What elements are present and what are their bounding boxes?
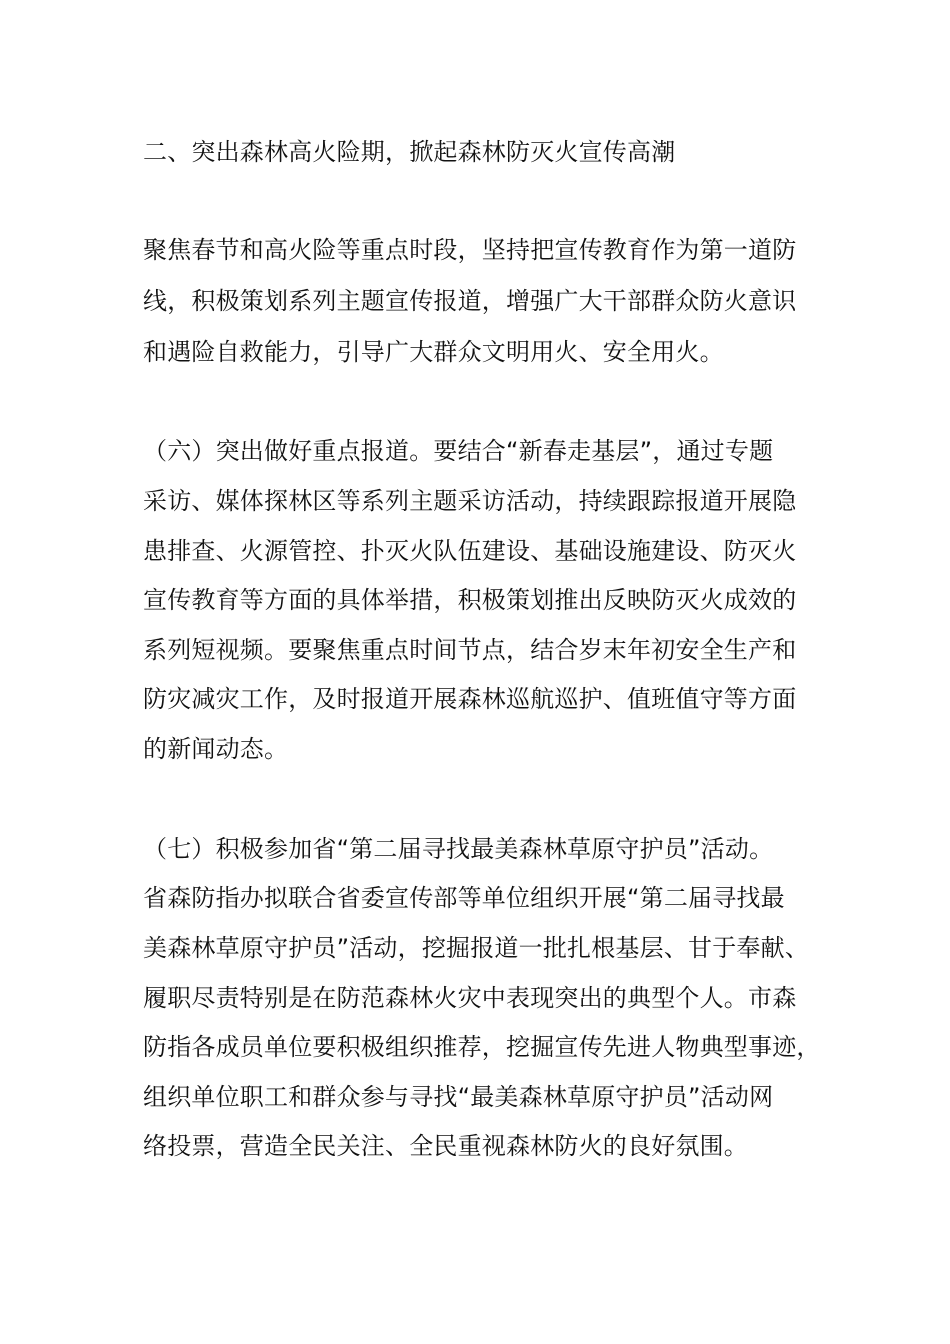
text-line: 系列短视频。要聚焦重点时间节点，结合岁末年初安全生产和 <box>143 636 797 664</box>
text-line: 络投票，营造全民关注、全民重视森林防火的良好氛围。 <box>143 1132 748 1160</box>
text-line: 宣传教育等方面的具体举措，积极策划推出反映防灭火成效的 <box>143 586 797 614</box>
text-line: 的新闻动态。 <box>143 735 289 763</box>
text-line: 履职尽责特别是在防范森林火灾中表现突出的典型个人。市森 <box>143 984 797 1012</box>
text-line: 美森林草原守护员”活动，挖掘报道一批扎根基层、甘于奉献、 <box>143 934 810 962</box>
text-line: 防指各成员单位要积极组织推荐，挖掘宣传先进人物典型事迹， <box>143 1033 821 1061</box>
section-heading: 二、突出森林高火险期，掀起森林防灭火宣传高潮 <box>143 138 676 166</box>
text-line: 聚焦春节和高火险等重点时段，坚持把宣传教育作为第一道防 <box>143 236 797 264</box>
text-line: （七）积极参加省“第二届寻找最美森林草原守护员”活动。 <box>143 835 774 863</box>
text-line: 患排查、火源管控、扑灭火队伍建设、基础设施建设、防灭火 <box>143 537 797 565</box>
text-line: 和遇险自救能力，引导广大群众文明用火、安全用火。 <box>143 338 724 366</box>
text-line: 防灾减灾工作，及时报道开展森林巡航巡护、值班值守等方面 <box>143 685 797 713</box>
text-line: 线，积极策划系列主题宣传报道，增强广大干部群众防火意识 <box>143 287 797 315</box>
text-line: 采访、媒体探林区等系列主题采访活动，持续跟踪报道开展隐 <box>143 487 797 515</box>
text-line: （六）突出做好重点报道。要结合“新春走基层”，通过专题 <box>143 437 774 465</box>
text-line: 省森防指办拟联合省委宣传部等单位组织开展“第二届寻找最 <box>143 884 785 912</box>
text-line: 组织单位职工和群众参与寻找“最美森林草原守护员”活动网 <box>143 1083 774 1111</box>
